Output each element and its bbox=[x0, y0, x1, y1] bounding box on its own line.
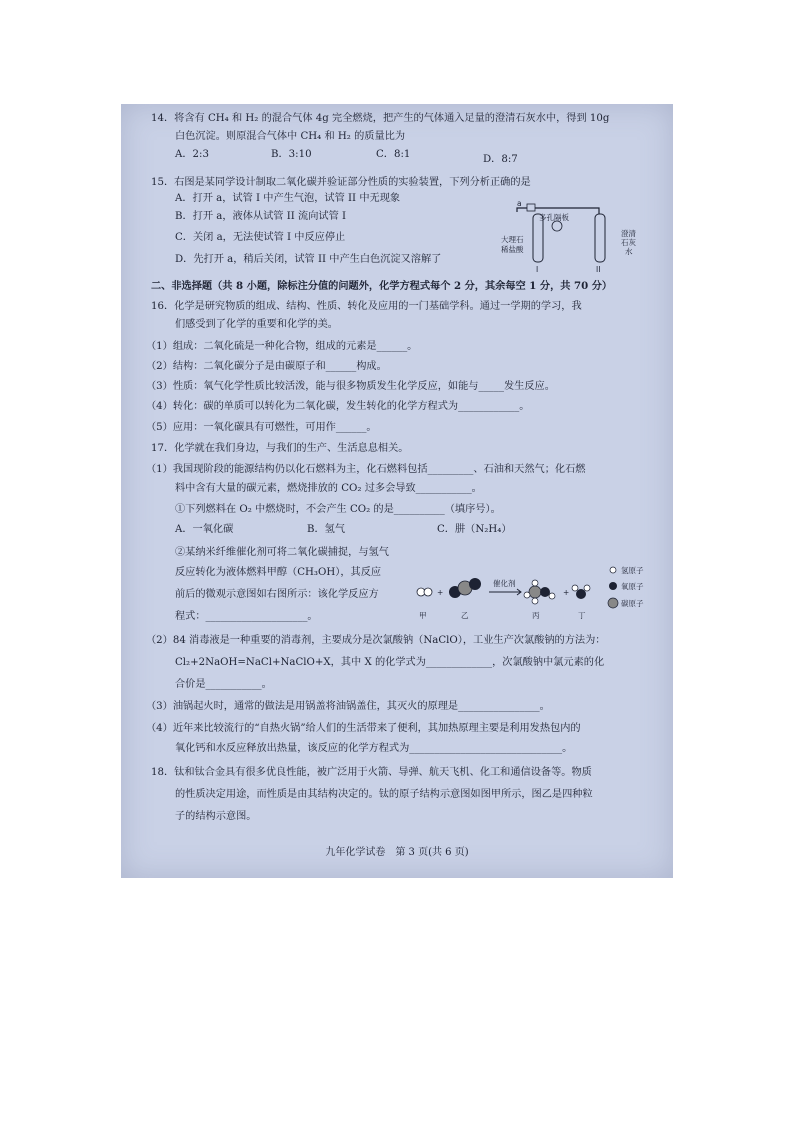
text-line: 白色沉淀。则原混合气体中 CH₄ 和 H₂ 的质量比为 bbox=[175, 131, 406, 142]
text-line: 前后的微观示意图如右图所示：该化学反应方 bbox=[175, 589, 379, 600]
label-tube-1: I bbox=[536, 265, 539, 274]
label-limewater-1: 澄清 bbox=[621, 229, 636, 238]
label-ding: 丁 bbox=[578, 611, 586, 620]
plus-sign: + bbox=[437, 588, 444, 597]
label-limewater-2: 石灰 bbox=[621, 238, 636, 247]
text-line: （4）近年来比较流行的“自热火锅”给人们的生活带来了便利，其加热原理主要是利用发热包内的 bbox=[146, 723, 581, 734]
hydrogen-atom bbox=[572, 585, 578, 591]
carbon-atom bbox=[529, 586, 541, 598]
hydrogen-atom bbox=[549, 593, 555, 599]
text-line: （2）结构：二氧化碳分子是由碳原子和______构成。 bbox=[146, 361, 387, 372]
plus-sign: + bbox=[563, 588, 570, 597]
legend-hydrogen-label: 氢原子 bbox=[621, 566, 644, 575]
text-line: 的性质决定用途，而性质是由其结构决定的。钛的原子结构示意图如图甲所示，图乙是四种粒 bbox=[175, 789, 593, 800]
text-line: （1）组成：二氧化硫是一种化合物，组成的元素是______。 bbox=[146, 341, 418, 352]
oxygen-atom bbox=[576, 589, 586, 599]
text-line: C．肼（N₂H₄） bbox=[437, 524, 512, 535]
text-line: 17．化学就在我们身边，与我们的生产、生活息息相关。 bbox=[151, 443, 409, 454]
test-tube-2 bbox=[595, 214, 605, 262]
text-line: B．氢气 bbox=[307, 524, 346, 535]
text-line: （1）我国现阶段的能源结构仍以化石燃料为主，化石燃料包括_________、石油和天然气；化石燃 bbox=[146, 464, 586, 475]
text-line: 们感受到了化学的重要和化学的美。 bbox=[175, 319, 338, 330]
text-line: B．3:10 bbox=[271, 149, 312, 160]
label-tube-2: II bbox=[596, 265, 601, 274]
label-marble: 大理石 bbox=[501, 235, 524, 244]
oxygen-atom bbox=[469, 578, 481, 590]
hydrogen-atom bbox=[532, 598, 538, 604]
text-line: C．8:1 bbox=[376, 149, 411, 160]
text-line: （3）性质：氧气化学性质比较活泼，能与很多物质发生化学反应，如能与_____发生反应。 bbox=[146, 381, 555, 392]
text-line: 18．钛和钛合金具有很多优良性能，被广泛用于火箭、导弹、航天飞机、化工和通信设备等。物质 bbox=[151, 767, 592, 778]
text-line: （2）84 消毒液是一种重要的消毒剂，主要成分是次氯酸钠（NaClO），工业生产次氯酸钠的方法为： bbox=[146, 635, 606, 646]
oxygen-atom bbox=[540, 587, 550, 597]
label-limewater-3: 水 bbox=[625, 247, 633, 256]
legend-carbon-label: 碳原子 bbox=[621, 599, 644, 608]
legend-oxygen-label: 氧原子 bbox=[621, 582, 644, 591]
label-yi: 乙 bbox=[461, 611, 469, 620]
reaction-diagram bbox=[413, 562, 665, 622]
text-line: A．2:3 bbox=[175, 149, 209, 160]
legend-oxygen-icon bbox=[609, 582, 617, 590]
label-bing: 丙 bbox=[532, 611, 540, 620]
label-plate: 多孔隔板 bbox=[539, 213, 569, 222]
text-line: 反应转化为液体燃料甲醇（CH₃OH），其反应 bbox=[175, 567, 382, 578]
hydrogen-atom bbox=[584, 585, 590, 591]
text-line: 14．将含有 CH₄ 和 H₂ 的混合气体 4g 完全燃烧，把产生的气体通入足量的澄清石灰水中，得到 10g bbox=[151, 113, 610, 124]
text-line: ②某纳米纤维催化剂可将二氧化碳捕捉，与氢气 bbox=[175, 547, 389, 558]
label-acid: 稀盐酸 bbox=[501, 245, 524, 254]
valve-icon bbox=[527, 204, 535, 211]
legend-hydrogen-icon bbox=[610, 567, 616, 573]
hydrogen-atom bbox=[424, 588, 432, 596]
hydrogen-atom bbox=[532, 580, 538, 586]
porous-plate-icon bbox=[552, 221, 562, 231]
text-line: A．一氧化碳 bbox=[175, 524, 234, 535]
text-line: 15．右图是某同学设计制取二氧化碳并验证部分性质的实验装置，下列分析正确的是 bbox=[151, 177, 531, 188]
co2-apparatus-diagram bbox=[499, 200, 659, 276]
hydrogen-atom bbox=[524, 592, 530, 598]
text-line: 子的结构示意图。 bbox=[175, 811, 257, 822]
page-footer: 九年化学试卷 第 3 页(共 6 页) bbox=[325, 847, 469, 858]
exam-page bbox=[121, 104, 673, 878]
text-line: 程式：____________________。 bbox=[175, 611, 318, 622]
catalyst-label: 催化剂 bbox=[493, 579, 516, 588]
text-line: B．打开 a，液体从试管 II 流向试管 I bbox=[175, 211, 347, 222]
text-line: ①下列燃料在 O₂ 中燃烧时，不会产生 CO₂ 的是__________（填序号）。 bbox=[175, 504, 501, 515]
text-line: 料中含有大量的碳元素，燃烧排放的 CO₂ 过多会导致___________。 bbox=[175, 483, 482, 494]
text-line: （5）应用：一氧化碳具有可燃性，可用作______。 bbox=[146, 422, 377, 433]
text-line: 氧化钙和水反应释放出热量，该反应的化学方程式为______________________________。 bbox=[175, 743, 573, 754]
text-line: A．打开 a，试管 I 中产生气泡，试管 II 中无现象 bbox=[175, 193, 401, 204]
text-line: C．关闭 a，无法使试管 I 中反应停止 bbox=[175, 232, 346, 243]
text-line: D．先打开 a，稍后关闭，试管 II 中产生白色沉淀又溶解了 bbox=[175, 254, 442, 265]
text-line: （4）转化：碳的单质可以转化为二氧化碳，发生转化的化学方程式为____________。 bbox=[146, 401, 530, 412]
text-line: 合价是___________。 bbox=[175, 679, 272, 690]
legend-carbon-icon bbox=[608, 598, 618, 608]
text-line: 16．化学是研究物质的组成、结构、性质、转化及应用的一门基础学科。通过一学期的学习，我 bbox=[151, 301, 582, 312]
label-a: a bbox=[517, 200, 522, 208]
text-line: D．8:7 bbox=[483, 154, 518, 165]
text-line: 二、非选择题（共 8 小题，除标注分值的问题外，化学方程式每个 2 分，其余每空 1 分，共 70 分） bbox=[151, 280, 613, 292]
label-jia: 甲 bbox=[419, 611, 427, 620]
text-line: Cl₂+2NaOH=NaCl+NaClO+X，其中 X 的化学式为_____________，次氯酸钠中氯元素的化 bbox=[175, 657, 605, 668]
text-line: （3）油锅起火时，通常的做法是用锅盖将油锅盖住，其灭火的原理是________________。 bbox=[146, 701, 550, 712]
